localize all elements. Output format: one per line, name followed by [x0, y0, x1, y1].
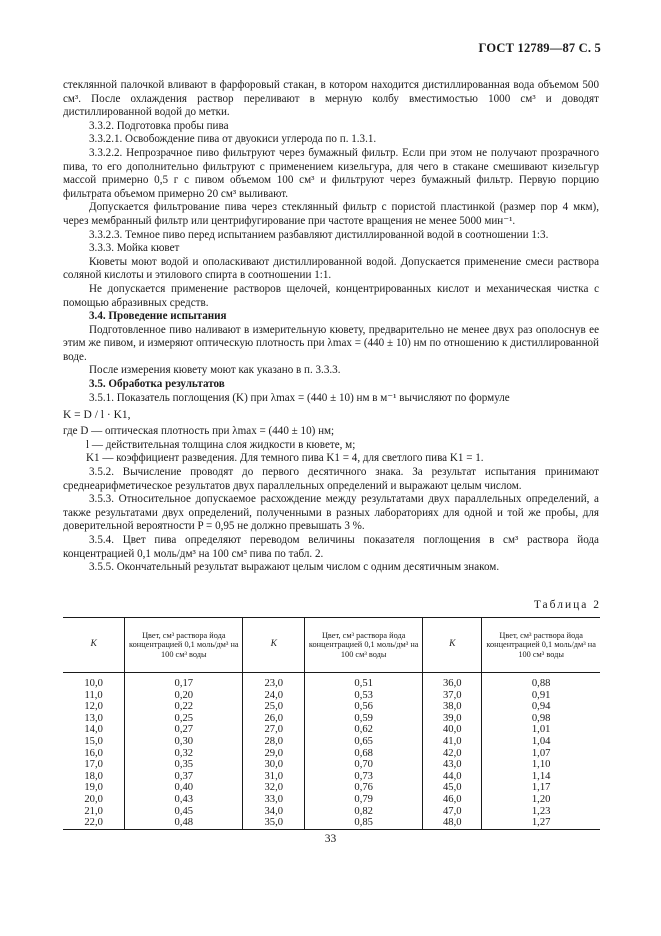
- table-cell-k: 12,0: [84, 701, 103, 713]
- table-cell-color: 0,82: [305, 806, 423, 818]
- table-cell-color: 1,17: [482, 782, 600, 794]
- table-cell-k: 14,0: [84, 724, 103, 736]
- table-row: [63, 713, 600, 725]
- table-cell-color: 0,59: [305, 713, 423, 725]
- table-row: [63, 782, 600, 794]
- table-cell-k: 35,0: [243, 817, 305, 829]
- column-header-k: K: [63, 618, 125, 673]
- table-cell-k: 16,0: [84, 747, 103, 759]
- formula-definitions: [63, 425, 599, 466]
- table-cell-color: 0,40: [125, 782, 243, 794]
- table-header-row: [63, 618, 600, 673]
- page-header: ГОСТ 12789—87 С. 5: [478, 41, 601, 55]
- table-cell-color: 1,01: [482, 724, 600, 736]
- table-cell-color: 1,27: [482, 817, 600, 829]
- table-cell-color: 0,17: [125, 673, 243, 690]
- table-cell-color: 0,48: [125, 817, 243, 829]
- table-cell-k: 48,0: [423, 817, 482, 829]
- table-cell-k: 40,0: [423, 724, 482, 736]
- paragraph: Не допускается применение растворов щелочей, концентрированных кислот и механическая чистка с помощью абразивных средств.: [63, 282, 599, 309]
- table-cell-k: 38,0: [423, 701, 482, 713]
- table-cell-k: 23,0: [243, 673, 305, 690]
- table-row: [63, 759, 600, 771]
- formula: K = D / l · K1,: [63, 409, 131, 422]
- table-cell-color: 0,68: [305, 748, 423, 760]
- table-cell-k: 39,0: [423, 713, 482, 725]
- paragraph: 3.3.2.3. Темное пиво перед испытанием разбавляют дистиллированной водой в соотношении 1:3.: [89, 228, 549, 241]
- table-cell-color: 0,43: [125, 794, 243, 806]
- column-header-color: Цвет, см³ раствора йода концентрацией 0,1 моль/дм³ на 100 см³ воды: [305, 618, 423, 673]
- table-cell-color: 0,65: [305, 736, 423, 748]
- table-cell-k: 33,0: [243, 794, 305, 806]
- table-cell-k: 26,0: [243, 713, 305, 725]
- table-row: [63, 724, 600, 736]
- table-cell-color: 1,10: [482, 759, 600, 771]
- table-cell-k: 29,0: [243, 748, 305, 760]
- table-cell-k: 37,0: [423, 690, 482, 702]
- definition: K1 — коэффициент разведения. Для темного пива K1 = 4, для светлого пива K1 = 1.: [86, 452, 484, 465]
- table-cell-k: 17,0: [84, 759, 103, 771]
- table-cell-k: 41,0: [423, 736, 482, 748]
- table-row: [63, 817, 600, 829]
- table-cell-k: 34,0: [243, 806, 305, 818]
- paragraph: 3.5.2. Вычисление проводят до первого десятичного знака. За результат испытания принимают среднеарифметическое результатов двух параллельных определений и выражают целым числом.: [63, 466, 599, 492]
- table-cell-k: 45,0: [423, 782, 482, 794]
- color-table: [63, 617, 600, 830]
- table-cell-color: 0,88: [482, 673, 600, 690]
- paragraph: 3.5.5. Окончательный результат выражают целым числом с одним десятичным знаком.: [89, 561, 500, 574]
- table-cell-color: 0,79: [305, 794, 423, 806]
- table-cell-k: 28,0: [243, 736, 305, 748]
- table-cell-k: 11,0: [84, 689, 103, 701]
- table-cell-k: 19,0: [84, 782, 103, 794]
- table-cell-k: 25,0: [243, 701, 305, 713]
- table-row: [63, 794, 600, 806]
- table-cell-color: 0,76: [305, 782, 423, 794]
- table-caption: Таблица 2: [533, 599, 601, 611]
- table-cell-color: 0,98: [482, 713, 600, 725]
- table-row: [63, 673, 600, 690]
- table-cell-color: 0,45: [125, 806, 243, 818]
- table-cell-k: 46,0: [423, 794, 482, 806]
- table-cell-color: 0,91: [482, 690, 600, 702]
- section-heading: 3.3.3. Мойка кювет: [89, 242, 180, 255]
- column-header-k: K: [423, 618, 482, 673]
- paragraph: 3.5.4. Цвет пива определяют переводом величины показателя поглощения в см³ раствора йода концентрацией 0,1 моль/дм³ на 100 см³ пива по табл. 2.: [63, 534, 599, 560]
- paragraph: 3.3.2.2. Непрозрачное пиво фильтруют через бумажный фильтр. Если при этом не получают прозрачного пива, то его дополнительно фильтруют с применением кизельгура, для чего в стакане смешивают кизельгур массой примерно 0,5 г с пивом объемом 100 см³ и фильтруют через бумажный фильтр. Первую порцию фильтрата объемом примерно 20 см³ выливают.: [63, 146, 599, 200]
- table-cell-color: 0,51: [305, 673, 423, 690]
- table-cell-color: 0,27: [125, 724, 243, 736]
- paragraph: Кюветы моют водой и ополаскивают дистиллированной водой. Допускается применение смеси раствора соляной кислоты и этилового спирта в соотношении 1:1.: [63, 255, 599, 282]
- paragraph: Допускается фильтрование пива через стеклянный фильтр с пористой пластинкой (размер пор 4 мкм), через мембранный фильтр или центрифугирование при частоте вращения не менее 5000 мин⁻¹.: [63, 201, 599, 227]
- table-cell-color: 0,22: [125, 701, 243, 713]
- table-cell-color: 0,32: [125, 748, 243, 760]
- table-cell-color: 1,20: [482, 794, 600, 806]
- column-header-k: K: [243, 618, 305, 673]
- section-heading: 3.5. Обработка результатов: [89, 378, 225, 391]
- table-row: [63, 806, 600, 818]
- definition: где D — оптическая плотность при λmax = (440 ± 10) нм;: [63, 425, 335, 438]
- table-cell-k: 21,0: [84, 805, 103, 817]
- section-heading: 3.3.2. Подготовка пробы пива: [89, 119, 229, 132]
- paragraph: 3.5.1. Показатель поглощения (K) при λmax = (440 ± 10) нм в м⁻¹ вычисляют по формуле: [89, 391, 510, 404]
- column-header-color: Цвет, см³ раствора йода концентрацией 0,1 моль/дм³ на 100 см³ воды: [482, 618, 600, 673]
- table-cell-color: 1,23: [482, 806, 600, 818]
- paragraph: После измерения кювету моют как указано в п. 3.3.3.: [89, 364, 341, 377]
- table-cell-color: 0,25: [125, 713, 243, 725]
- table-cell-color: 0,35: [125, 759, 243, 771]
- table-row: [63, 690, 600, 702]
- table-row: [63, 701, 600, 713]
- table-cell-color: 0,73: [305, 771, 423, 783]
- table-row: [63, 771, 600, 783]
- table-cell-k: 36,0: [423, 673, 482, 690]
- table-cell-k: 47,0: [423, 806, 482, 818]
- document-body: [63, 79, 599, 575]
- table-cell-k: 13,0: [84, 712, 103, 724]
- paragraph: стеклянной палочкой вливают в фарфоровый стакан, в котором находится дистиллированная вода объемом 500 см³. После охлаждения раствор переливают в мерную колбу вместимостью 1000 см³ и доводят дистиллированной водой до метки.: [63, 79, 599, 119]
- table-cell-color: 0,20: [125, 690, 243, 702]
- table-cell-color: 1,07: [482, 748, 600, 760]
- table-cell-color: 0,53: [305, 690, 423, 702]
- table-cell-k: 18,0: [84, 770, 103, 782]
- page-number: 33: [324, 833, 337, 845]
- table-cell-color: 0,85: [305, 817, 423, 829]
- table-cell-color: 0,62: [305, 724, 423, 736]
- table-cell-k: 31,0: [243, 771, 305, 783]
- table-cell-color: 1,14: [482, 771, 600, 783]
- table-cell-k: 32,0: [243, 782, 305, 794]
- table-cell-color: 1,04: [482, 736, 600, 748]
- table-cell-k: 15,0: [84, 735, 103, 747]
- table-cell-k: 10,0: [84, 678, 103, 689]
- table-cell-k: 30,0: [243, 759, 305, 771]
- table-cell-color: 0,94: [482, 701, 600, 713]
- table-row: [63, 748, 600, 760]
- paragraph: Подготовленное пиво наливают в измерительную кювету, предварительно не менее двух раз ополоснув ее этим же пивом, и измеряют оптическую плотность при λmax = (440 ± 10) нм по отношению к дистиллированной воде.: [63, 323, 599, 363]
- table-cell-k: 42,0: [423, 748, 482, 760]
- table-cell-color: 0,30: [125, 736, 243, 748]
- table-cell-k: 24,0: [243, 690, 305, 702]
- definition: l — действительная толщина слоя жидкости в кювете, м;: [86, 438, 356, 451]
- column-header-color: Цвет, см³ раствора йода концентрацией 0,1 моль/дм³ на 100 см³ воды: [125, 618, 243, 673]
- table-cell-k: 20,0: [84, 793, 103, 805]
- paragraph: 3.5.3. Относительное допускаемое расхождение между результатами двух параллельных определений, а также результатами двух определений, полученными в разных лабораториях для одной и той же пробы, для доверительной вероятности P = 0,95 не должно превышать 3 %.: [63, 493, 599, 533]
- table-row: [63, 736, 600, 748]
- paragraph: 3.3.2.1. Освобождение пива от двуокиси углерода по п. 1.3.1.: [89, 133, 377, 146]
- table-cell-color: 0,37: [125, 771, 243, 783]
- table-cell-k: 43,0: [423, 759, 482, 771]
- table-cell-k: 27,0: [243, 724, 305, 736]
- table-cell-color: 0,70: [305, 759, 423, 771]
- table-cell-k: 44,0: [423, 771, 482, 783]
- table-cell-color: 0,56: [305, 701, 423, 713]
- section-heading: 3.4. Проведение испытания: [89, 310, 227, 323]
- table-cell-k: 22,0: [63, 817, 125, 829]
